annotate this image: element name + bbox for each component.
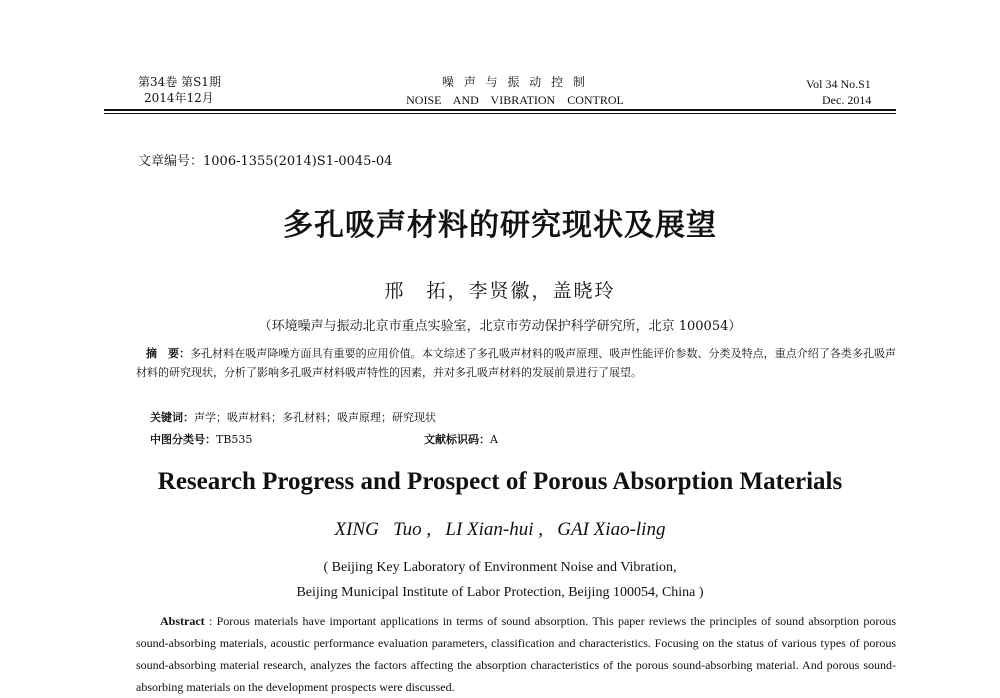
journal-name-en: NOISE AND VIBRATION CONTROL [406, 93, 624, 107]
classification-label: 中图分类号： [150, 433, 216, 446]
document-code-label: 文献标识码： [424, 433, 490, 446]
journal-volume-en: Vol 34 No.S1 [806, 77, 871, 91]
keywords-cn-text: 声学；吸声材料；多孔材料；吸声原理；研究现状 [194, 411, 436, 424]
journal-date-en: Dec. 2014 [822, 93, 872, 107]
title-en: Research Progress and Prospect of Porous Absorption Materials [157, 468, 843, 495]
journal-name-cn: 噪 声 与 振 动 控 制 [442, 75, 588, 89]
article-number: 文章编号：1006-1355(2014)S1-0045-04 [138, 154, 393, 169]
abstract-cn-text: 多孔材料在吸声降噪方面具有重要的应用价值。本文综述了多孔吸声材料的吸声原理、吸声性能评价参数、分类及特点，重点介绍了各类多孔吸声材料的研究现状，分析了影响多孔吸声材料吸声特性的因素，并对多孔吸声材料的发展前景进行了展望。 [136, 347, 897, 379]
affiliation-en-line2: Beijing Municipal Institute of Labor Protection, Beijing 100054, China ) [296, 585, 704, 600]
abstract-en [136, 610, 896, 698]
title-cn: 多孔吸声材料的研究现状及展望 [283, 208, 717, 243]
abstract-cn [136, 344, 896, 382]
classification-value: TB535 [216, 433, 253, 446]
document-code [424, 431, 498, 447]
journal-date-cn: 2014年12月 [144, 91, 214, 105]
affiliation-cn: （环境噪声与振动北京市重点实验室，北京市劳动保护科学研究所，北京 100054） [258, 319, 742, 334]
keywords-cn [150, 409, 436, 425]
abstract-en-label: Abstract [160, 614, 205, 628]
authors-cn: 邢 拓，李贤徽，盖晓玲 [384, 280, 616, 302]
header-rule-thin [104, 113, 896, 114]
document-code-value: A [490, 433, 498, 446]
abstract-en-text: : Porous materials have important applications in terms of sound absorption. This paper reviews the principles of sound absorption porous sound-absorbing materials, acoustic performance evaluation parameters, classification and characteristics. Focusing on the status of various types of porous sound-absorbing material research, analyzes the factors affecting the absorption characteristics of the porous sound-absorbing material. And porous sound-absorbing materials on the development prospects were discussed. [136, 614, 896, 694]
affiliation-en-line1: ( Beijing Key Laboratory of Environment Noise and Vibration, [323, 560, 677, 575]
authors-en: XING Tuo , LI Xian-hui , GAI Xiao-ling [334, 519, 666, 540]
affiliation-en [0, 555, 1000, 605]
classification-code [150, 431, 252, 447]
abstract-cn-label: 摘 要： [146, 347, 191, 360]
keywords-cn-label: 关键词： [150, 411, 194, 424]
journal-volume: 第34卷 第S1期 [138, 75, 221, 89]
header-rule-thick [104, 109, 896, 111]
